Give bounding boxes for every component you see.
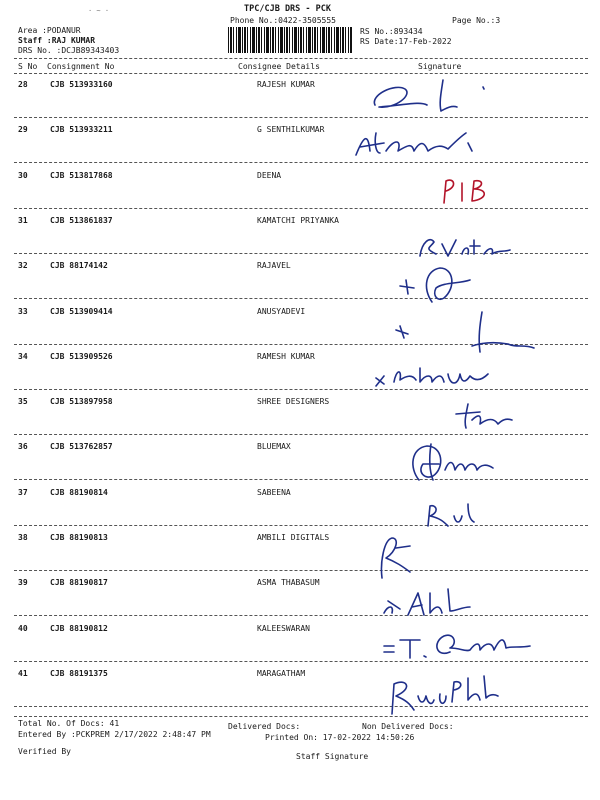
row-separator <box>14 479 588 480</box>
row-consignment-number: CJB 513897958 <box>50 397 113 406</box>
signature-41 <box>384 672 504 717</box>
row-sno: 29 <box>18 125 28 134</box>
row-consignment-number: CJB 513817868 <box>50 171 113 180</box>
row-sno: 28 <box>18 80 28 89</box>
row-consignee-name: RAJESH KUMAR <box>257 80 315 89</box>
row-consignee-name: G SENTHILKUMAR <box>257 125 325 134</box>
row-separator <box>14 434 588 435</box>
document-title: TPC/CJB DRS - PCK <box>244 4 331 14</box>
row-consignee-name: AMBILI DIGITALS <box>257 533 330 542</box>
signature-36 <box>405 440 500 485</box>
entered-by: Entered By :PCKPREM 2/17/2022 2:48:47 PM <box>18 730 211 739</box>
table-row <box>0 171 600 216</box>
table-row <box>0 533 600 578</box>
row-consignee-name: MARAGATHAM <box>257 669 306 678</box>
row-consignee-name: BLUEMAX <box>257 442 291 451</box>
table-row <box>0 80 600 125</box>
rs-number: RS No.:893434 <box>360 27 423 36</box>
barcode <box>228 27 352 53</box>
row-consignment-number: CJB 513933211 <box>50 125 113 134</box>
signature-37 <box>420 496 490 531</box>
drs-number: DRS No. :DCJB89343403 <box>18 46 120 55</box>
row-consignee-name: SHREE DESIGNERS <box>257 397 330 406</box>
row-sno: 30 <box>18 171 28 180</box>
row-consignee-name: RAJAVEL <box>257 261 291 270</box>
row-consignee-name: KALEESWARAN <box>257 624 310 633</box>
row-separator <box>14 298 588 299</box>
signature-29 <box>350 125 490 165</box>
signature-32 <box>392 258 482 308</box>
row-consignment-number: CJB 513861837 <box>50 216 113 225</box>
row-consignee-name: SABEENA <box>257 488 291 497</box>
col-header-signature: Signature <box>418 62 462 71</box>
delivered-docs: Delivered Docs: <box>228 722 301 731</box>
signature-34 <box>372 360 512 390</box>
row-sno: 41 <box>18 669 28 678</box>
row-consignment-number: CJB 88174142 <box>50 261 108 270</box>
row-sno: 34 <box>18 352 28 361</box>
table-row <box>0 442 600 487</box>
row-consignee-name: RAMESH KUMAR <box>257 352 315 361</box>
row-separator <box>14 570 588 571</box>
row-consignee-name: ASMA THABASUM <box>257 578 320 587</box>
total-docs: Total No. Of Docs: 41 <box>18 719 120 728</box>
row-sno: 35 <box>18 397 28 406</box>
verified-by: Verified By <box>18 747 71 756</box>
row-consignment-number: CJB 88190812 <box>50 624 108 633</box>
col-header-consignment: Consignment No <box>47 62 115 71</box>
row-separator <box>14 208 588 209</box>
row-separator <box>14 615 588 616</box>
table-row <box>0 125 600 170</box>
row-consignee-name: DEENA <box>257 171 282 180</box>
non-delivered-docs: Non Delivered Docs: <box>362 722 454 731</box>
page-number: Page No.:3 <box>452 16 501 25</box>
area-label: Area :PODANUR <box>18 26 81 35</box>
signature-28 <box>365 75 505 120</box>
rs-date: RS Date:17-Feb-2022 <box>360 37 452 46</box>
row-sno: 33 <box>18 307 28 316</box>
row-sno: 38 <box>18 533 28 542</box>
row-consignment-number: CJB 88190813 <box>50 533 108 542</box>
printed-on: Printed On: 17-02-2022 14:50:26 <box>265 733 415 742</box>
corner-scribble: · ~ · <box>88 7 110 15</box>
table-row <box>0 578 600 623</box>
signature-30 <box>438 175 498 207</box>
phone-number: Phone No.:0422-3505555 <box>230 16 336 25</box>
row-separator <box>14 525 588 526</box>
row-consignment-number: CJB 513933160 <box>50 80 113 89</box>
row-separator <box>14 162 588 163</box>
row-consignee-name: ANUSYADEVI <box>257 307 306 316</box>
row-consignment-number: CJB 513762857 <box>50 442 113 451</box>
signature-39 <box>378 585 478 620</box>
col-header-consignee: Consignee Details <box>238 62 320 71</box>
row-sno: 37 <box>18 488 28 497</box>
row-consignee-name: KAMATCHI PRIYANKA <box>257 216 339 225</box>
table-row <box>0 488 600 533</box>
signature-38 <box>370 532 430 582</box>
row-sno: 40 <box>18 624 28 633</box>
signature-35 <box>450 400 520 430</box>
row-consignment-number: CJB 88191375 <box>50 669 108 678</box>
signature-33 <box>392 308 542 358</box>
row-consignment-number: CJB 513909414 <box>50 307 113 316</box>
staff-label: Staff :RAJ KUMAR <box>18 36 96 45</box>
row-consignment-number: CJB 88190817 <box>50 578 108 587</box>
row-sno: 36 <box>18 442 28 451</box>
staff-signature-label: Staff Signature <box>296 752 369 761</box>
row-consignment-number: CJB 88190814 <box>50 488 108 497</box>
col-header-sno: S No <box>18 62 38 71</box>
row-sno: 39 <box>18 578 28 587</box>
row-sno: 32 <box>18 261 28 270</box>
row-consignment-number: CJB 513909526 <box>50 352 113 361</box>
table-row <box>0 669 600 714</box>
table-row <box>0 261 600 306</box>
signature-40 <box>380 628 540 668</box>
row-sno: 31 <box>18 216 28 225</box>
